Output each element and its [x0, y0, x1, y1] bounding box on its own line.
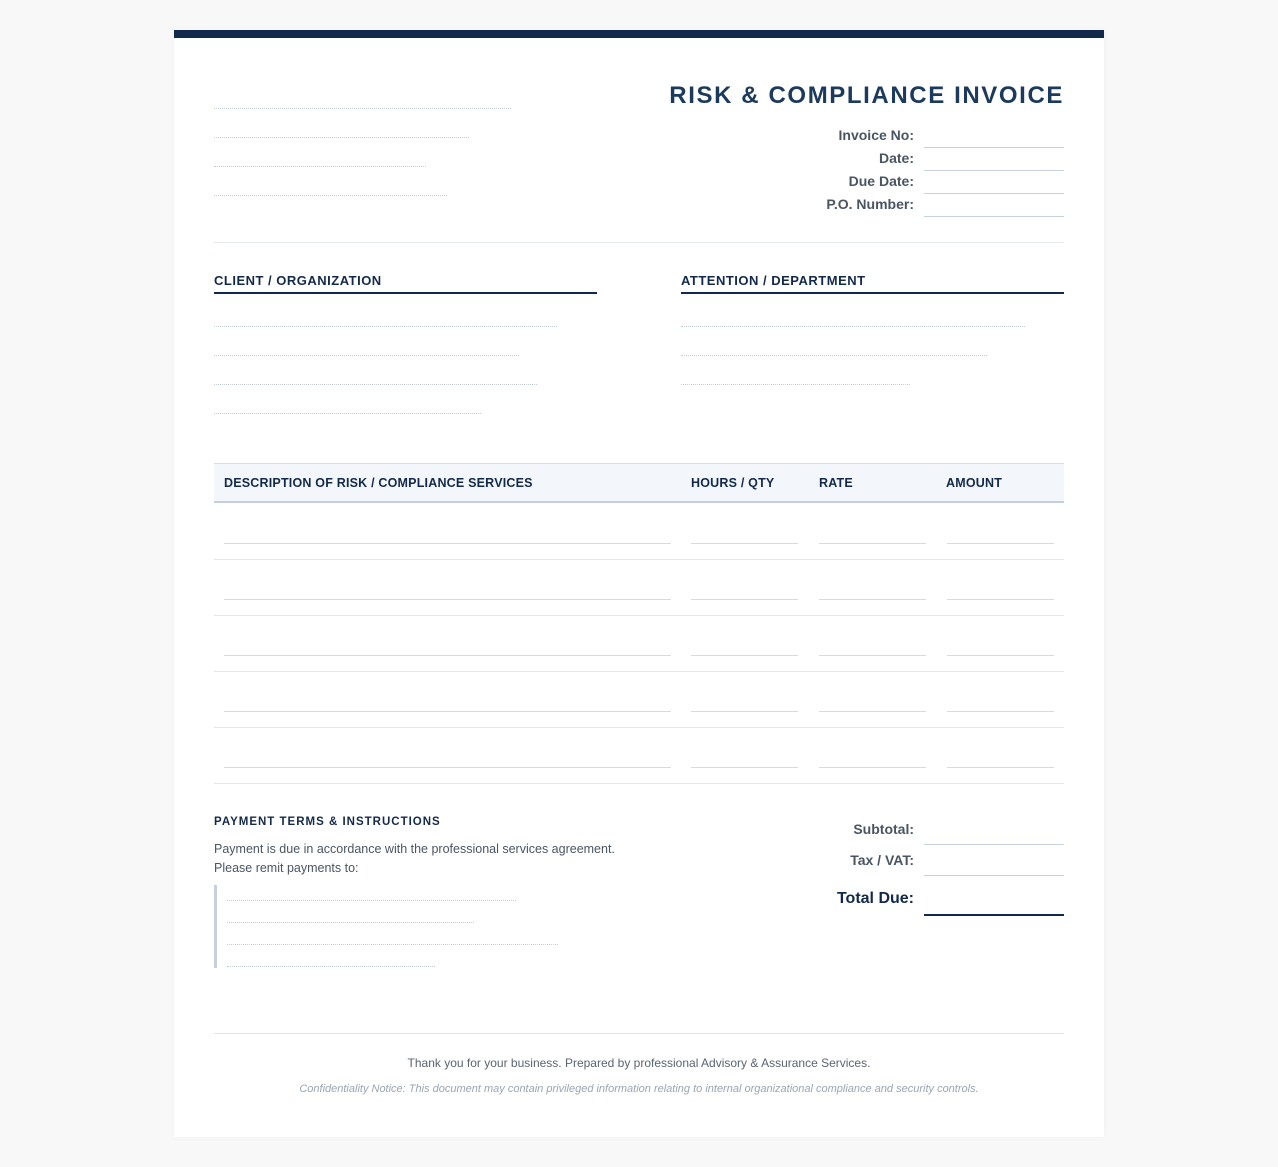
remit-line-2[interactable] [227, 922, 474, 923]
sender-line-3[interactable] [214, 166, 426, 167]
remit-line-1[interactable] [227, 900, 516, 901]
due-date-label: Due Date: [848, 173, 914, 189]
row-separator [214, 727, 1064, 728]
description-cell[interactable] [224, 543, 671, 544]
tax-label: Tax / VAT: [850, 852, 914, 868]
total-due-field[interactable] [924, 914, 1064, 916]
po-number-label: P.O. Number: [826, 196, 914, 212]
description-column-header: DESCRIPTION OF RISK / COMPLIANCE SERVICES [224, 476, 533, 490]
tax-field[interactable] [924, 875, 1064, 876]
description-cell[interactable] [224, 767, 671, 768]
date-label: Date: [878, 150, 914, 166]
attention-section-title: ATTENTION / DEPARTMENT [681, 273, 866, 288]
total-due-label: Total Due: [836, 890, 914, 907]
sender-line-4[interactable] [214, 195, 447, 196]
hours-cell[interactable] [691, 543, 798, 544]
sender-line-1[interactable] [214, 108, 511, 109]
header-divider [214, 242, 1064, 243]
invoice-number-label: Invoice No: [838, 127, 914, 143]
amount-column-header: AMOUNT [946, 476, 1003, 490]
hours-cell[interactable] [691, 711, 798, 712]
row-separator [214, 783, 1064, 784]
invoice-page [174, 30, 1104, 1137]
hours-cell[interactable] [691, 599, 798, 600]
client-line-1[interactable] [214, 326, 557, 327]
footer-divider [214, 1033, 1064, 1034]
payment-terms-title: PAYMENT TERMS & INSTRUCTIONS [214, 816, 441, 828]
payment-terms-text: Payment is due in accordance with the professional services agreement. Please remit payments to: [214, 842, 615, 875]
description-cell[interactable] [224, 655, 671, 656]
amount-cell[interactable] [947, 767, 1054, 768]
amount-cell[interactable] [947, 711, 1054, 712]
remit-line-3[interactable] [227, 944, 558, 945]
row-separator [214, 671, 1064, 672]
attention-line-3[interactable] [681, 384, 910, 385]
client-line-2[interactable] [214, 355, 519, 356]
hours-column-header: HOURS / QTY [691, 476, 775, 490]
amount-cell[interactable] [947, 599, 1054, 600]
hours-cell[interactable] [691, 767, 798, 768]
po-number-field[interactable] [924, 216, 1064, 217]
rate-cell[interactable] [819, 655, 926, 656]
description-cell[interactable] [224, 599, 671, 600]
confidentiality-notice: Confidentiality Notice: This document may contain privileged information relating to internal organizational compliance and security controls. [299, 1083, 979, 1095]
rate-cell[interactable] [819, 599, 926, 600]
subtotal-field[interactable] [924, 844, 1064, 845]
client-section-underline [214, 292, 597, 294]
amount-cell[interactable] [947, 655, 1054, 656]
description-cell[interactable] [224, 711, 671, 712]
attention-section-underline [681, 292, 1064, 294]
remit-line-4[interactable] [227, 966, 435, 967]
amount-cell[interactable] [947, 543, 1054, 544]
row-separator [214, 559, 1064, 560]
client-line-3[interactable] [214, 384, 537, 385]
row-separator [214, 615, 1064, 616]
thank-you-note: Thank you for your business. Prepared by professional Advisory & Assurance Services. [407, 1056, 871, 1070]
remit-to-bar [214, 885, 217, 968]
rate-column-header: RATE [819, 476, 853, 490]
rate-cell[interactable] [819, 711, 926, 712]
client-section-title: CLIENT / ORGANIZATION [214, 273, 382, 288]
due-date-field[interactable] [924, 193, 1064, 194]
hours-cell[interactable] [691, 655, 798, 656]
date-field[interactable] [924, 170, 1064, 171]
sender-line-2[interactable] [214, 137, 469, 138]
rate-cell[interactable] [819, 543, 926, 544]
attention-line-2[interactable] [681, 355, 987, 356]
client-line-4[interactable] [214, 413, 481, 414]
attention-line-1[interactable] [681, 326, 1025, 327]
invoice-number-field[interactable] [924, 147, 1064, 148]
services-table-header [214, 463, 1064, 503]
invoice-title: RISK & COMPLIANCE INVOICE [669, 82, 1064, 109]
subtotal-label: Subtotal: [853, 821, 914, 837]
rate-cell[interactable] [819, 767, 926, 768]
